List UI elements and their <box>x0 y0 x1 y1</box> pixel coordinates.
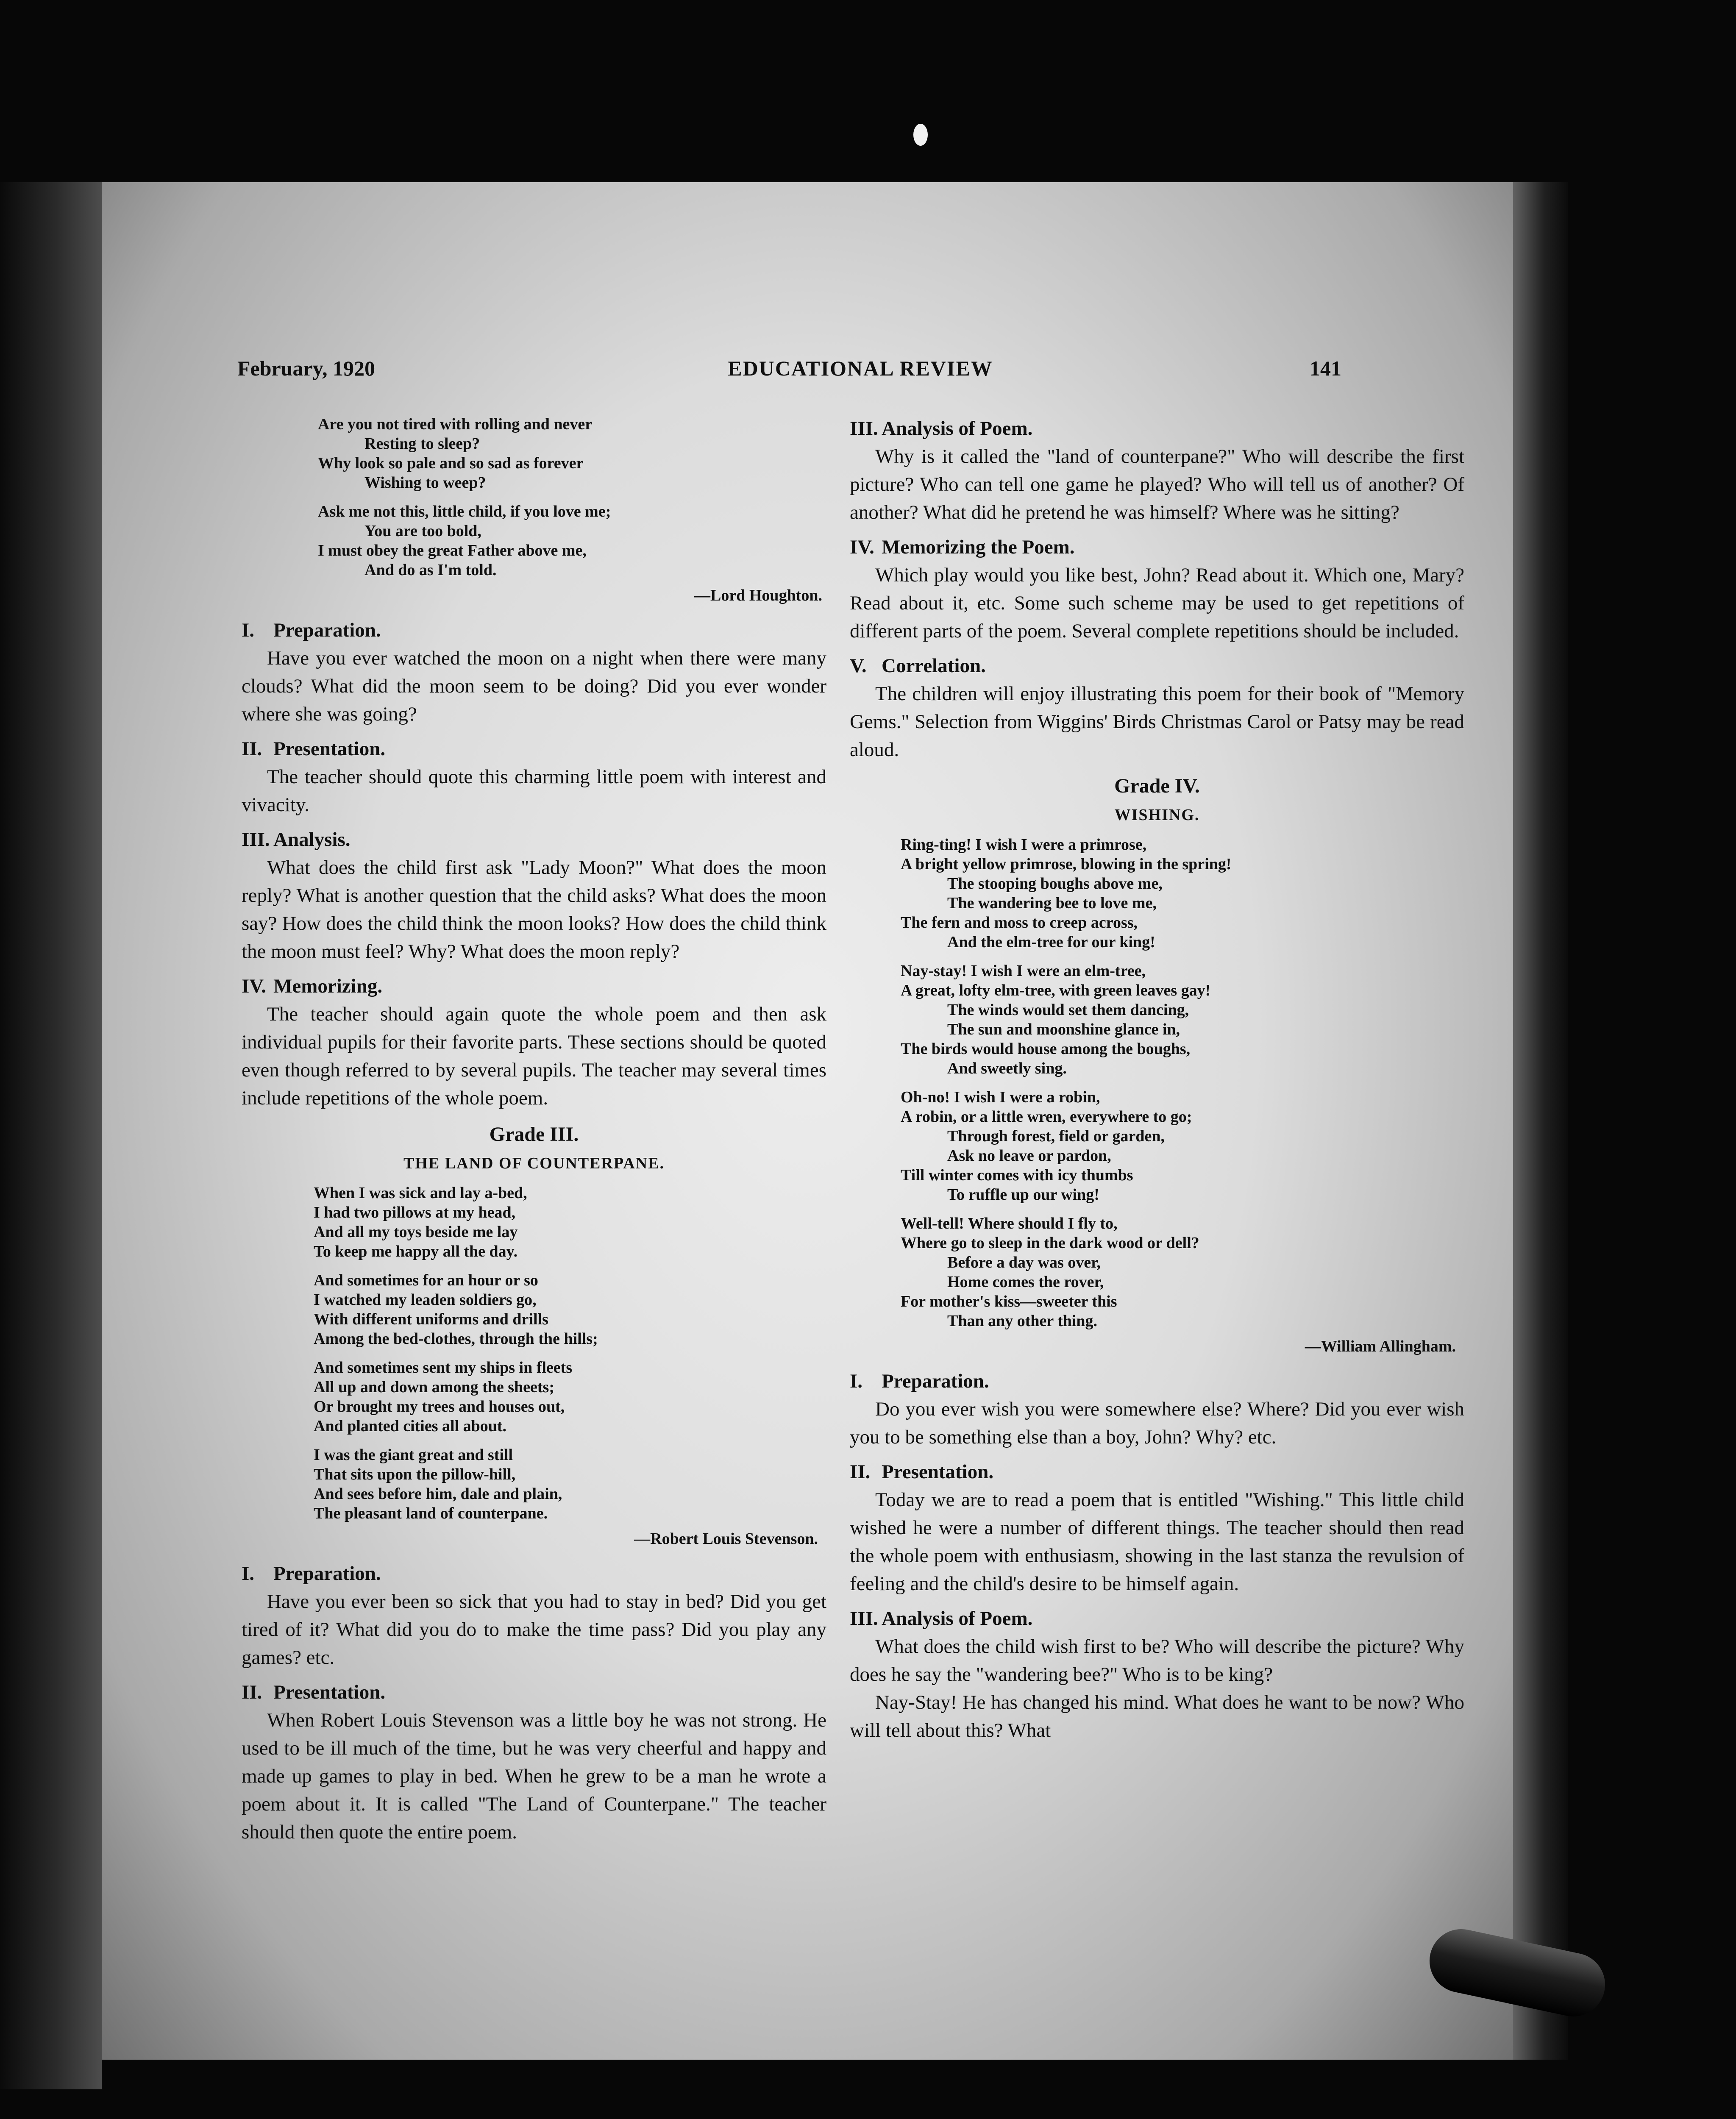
poem-line: A great, lofty elm-tree, with green leaves gay! <box>901 982 1211 999</box>
section-text: What does the child first ask "Lady Moon?" What does the moon reply? What is another question that the child asks? What does the moon say? How does the child think the moon looks? How does the child think the moon must feel? Why? What does the moon reply? <box>242 856 826 962</box>
poem-line: Ring-ting! I wish I were a primrose, <box>901 836 1147 854</box>
section-text: The children will enjoy illustrating this poem for their book of "Memory Gems." Selection from Wiggins' Birds Christmas Carol or Patsy may be read aloud. <box>850 683 1464 761</box>
poem-author: —Lord Houghton. <box>694 587 822 604</box>
poem-line: To keep me happy all the day. <box>314 1243 518 1260</box>
poem-line: A bright yellow primrose, blowing in the spring! <box>901 855 1232 873</box>
poem-stanza <box>901 1214 1464 1331</box>
poem-line: The wandering bee to love me, <box>947 894 1157 912</box>
section-text: Do you ever wish you were somewhere else? Where? Did you ever wish you to be something else than a boy, John? Why? etc. <box>850 1398 1464 1448</box>
poem-line: Than any other thing. <box>947 1312 1098 1330</box>
poem-line: I had two pillows at my head, <box>314 1204 516 1221</box>
poem-stanza <box>314 1271 826 1349</box>
poem-line: When I was sick and lay a-bed, <box>314 1184 527 1202</box>
poem-line: Wishing to weep? <box>364 474 486 492</box>
grade-heading: Grade IV. <box>1114 775 1200 797</box>
poem-line: Ask me not this, little child, if you love me; <box>318 503 611 520</box>
poem-line: Home comes the rover, <box>947 1273 1104 1291</box>
poem-author: —Robert Louis Stevenson. <box>634 1530 818 1548</box>
section-text: Have you ever watched the moon on a night when there were many clouds? What did the moon seem to be doing? Did you ever wonder where she was going? <box>242 647 826 725</box>
left-page-edge <box>0 182 102 2089</box>
poem-line: And sometimes sent my ships in fleets <box>314 1359 573 1377</box>
poem-line: Ask no leave or pardon, <box>947 1147 1111 1165</box>
header-date: February, 1920 <box>237 356 375 380</box>
poem-line: Among the bed-clothes, through the hills; <box>314 1330 598 1348</box>
poem-stanza <box>314 1445 826 1523</box>
poem-line: Through forest, field or garden, <box>947 1127 1165 1145</box>
section-heading: III. Analysis. <box>242 829 351 851</box>
poem-line: And the elm-tree for our king! <box>947 933 1155 951</box>
poem-line: Well-tell! Where should I fly to, <box>901 1215 1118 1232</box>
poem-title: THE LAND OF COUNTERPANE. <box>403 1154 665 1172</box>
poem-line: Or brought my trees and houses out, <box>314 1398 565 1415</box>
header-title: EDUCATIONAL REVIEW <box>728 356 993 380</box>
wishing-poem <box>901 835 1464 1331</box>
section-text: Which play would you like best, John? Read about it. Which one, Mary? Read about it, etc. Some such scheme may be used to get repetitions of different parts of the poem. Several complete repetitions should be included. <box>850 564 1464 642</box>
poem-line: Till winter comes with icy thumbs <box>901 1166 1133 1184</box>
poem-line: Nay-stay! I wish I were an elm-tree, <box>901 962 1146 980</box>
page-number: 141 <box>1310 356 1341 380</box>
poem-line: The pleasant land of counterpane. <box>314 1504 548 1522</box>
scan-spot <box>913 124 928 146</box>
poem-line: I must obey the great Father above me, <box>318 542 587 559</box>
section-heading: III. Analysis of Poem. <box>850 1607 1033 1630</box>
poem-line: Why look so pale and so sad as forever <box>318 454 584 472</box>
section-heading: II. Presentation. <box>242 1681 386 1703</box>
poem-line: Resting to sleep? <box>364 435 480 453</box>
section-heading: I. Preparation. <box>850 1370 989 1392</box>
closing-paragraph: Nay-Stay! He has changed his mind. What does he want to be now? Who will tell about this? What <box>850 1691 1464 1741</box>
section-heading: II. Presentation. <box>850 1461 994 1483</box>
poem-line: I watched my leaden soldiers go, <box>314 1291 537 1309</box>
section-text: The teacher should again quote the whole poem and then ask individual pupils for their favorite parts. These sections should be quoted even though referred to by several pupils. The teacher may several times include repetitions of the whole poem. <box>242 1003 826 1109</box>
poem-line: All up and down among the sheets; <box>314 1378 554 1396</box>
poem-line: And planted cities all about. <box>314 1417 507 1435</box>
poem-line: Where go to sleep in the dark wood or dell? <box>901 1234 1199 1252</box>
poem-line: The winds would set them dancing, <box>947 1001 1189 1019</box>
section-text: Why is it called the "land of counterpane?" Who will describe the first picture? Who can tell one game he played? Who will tell us of another? Of another? What did he pretend he was himself? Where was he sitting? <box>850 445 1464 523</box>
poem-line: A robin, or a little wren, everywhere to go; <box>901 1108 1192 1126</box>
poem-line: And sometimes for an hour or so <box>314 1271 538 1289</box>
grade-heading: Grade III. <box>489 1123 579 1146</box>
poem-line: And sees before him, dale and plain, <box>314 1485 562 1503</box>
poem-stanza <box>314 1358 826 1436</box>
poem-stanza <box>318 414 826 492</box>
section-text: The teacher should quote this charming little poem with interest and vivacity. <box>242 766 826 816</box>
poem-stanza <box>901 961 1464 1078</box>
journal-page <box>102 182 1513 2060</box>
moon-poem <box>318 414 826 580</box>
poem-line: That sits upon the pillow-hill, <box>314 1466 516 1483</box>
section-heading: IV. Memorizing. <box>242 975 383 997</box>
right-column <box>850 414 1464 1744</box>
poem-line: The fern and moss to creep across, <box>901 914 1138 932</box>
poem-line: The birds would house among the boughs, <box>901 1040 1191 1058</box>
right-page-edge <box>1509 182 1568 2060</box>
poem-stanza <box>901 835 1464 952</box>
poem-line: Before a day was over, <box>947 1254 1101 1271</box>
section-text: Today we are to read a poem that is entitled "Wishing." This little child wished he were a number of different things. The teacher should then read the whole poem with enthusiasm, showing in the last stanza the revulsion of feeling and the child's desire to be himself again. <box>850 1489 1464 1595</box>
counterpane-poem <box>314 1183 826 1523</box>
poem-line: With different uniforms and drills <box>314 1310 548 1328</box>
poem-line: For mother's kiss—sweeter this <box>901 1293 1117 1310</box>
poem-line: And sweetly sing. <box>947 1060 1067 1077</box>
poem-title: WISHING. <box>1114 806 1200 824</box>
section-heading: IV. Memorizing the Poem. <box>850 536 1075 558</box>
section-text: When Robert Louis Stevenson was a little boy he was not strong. He used to be ill much of the time, but he was very cheerful and happy and made up games to play in bed. When he grew to be a man he wrote a poem about it. It is called "The Land of Counterpane." The teacher should then quote the entire poem. <box>242 1709 826 1843</box>
section-heading: I. Preparation. <box>242 619 381 641</box>
section-heading: V. Correlation. <box>850 655 986 677</box>
poem-line: Are you not tired with rolling and never <box>318 415 593 433</box>
poem-line: You are too bold, <box>364 522 481 540</box>
section-text: What does the child wish first to be? Who will describe the picture? Why does he say the "wandering bee?" Who is to be king? <box>850 1635 1464 1685</box>
section-heading: II. Presentation. <box>242 738 386 760</box>
poem-line: And do as I'm told. <box>364 561 497 579</box>
poem-stanza <box>314 1183 826 1261</box>
section-heading: I. Preparation. <box>242 1563 381 1585</box>
poem-line: I was the giant great and still <box>314 1446 513 1464</box>
section-heading: III. Analysis of Poem. <box>850 417 1033 439</box>
poem-line: To ruffle up our wing! <box>947 1186 1099 1204</box>
poem-line: And all my toys beside me lay <box>314 1223 518 1241</box>
section-text: Have you ever been so sick that you had to stay in bed? Did you get tired of it? What did you do to make the time pass? Did you play any games? etc. <box>242 1591 826 1669</box>
left-column <box>242 414 826 1846</box>
poem-stanza <box>318 502 826 580</box>
poem-author: —William Allingham. <box>1305 1338 1456 1355</box>
poem-stanza <box>901 1087 1464 1204</box>
poem-line: Oh-no! I wish I were a robin, <box>901 1088 1100 1106</box>
poem-line: The sun and moonshine glance in, <box>947 1021 1180 1038</box>
poem-line: The stooping boughs above me, <box>947 875 1163 893</box>
